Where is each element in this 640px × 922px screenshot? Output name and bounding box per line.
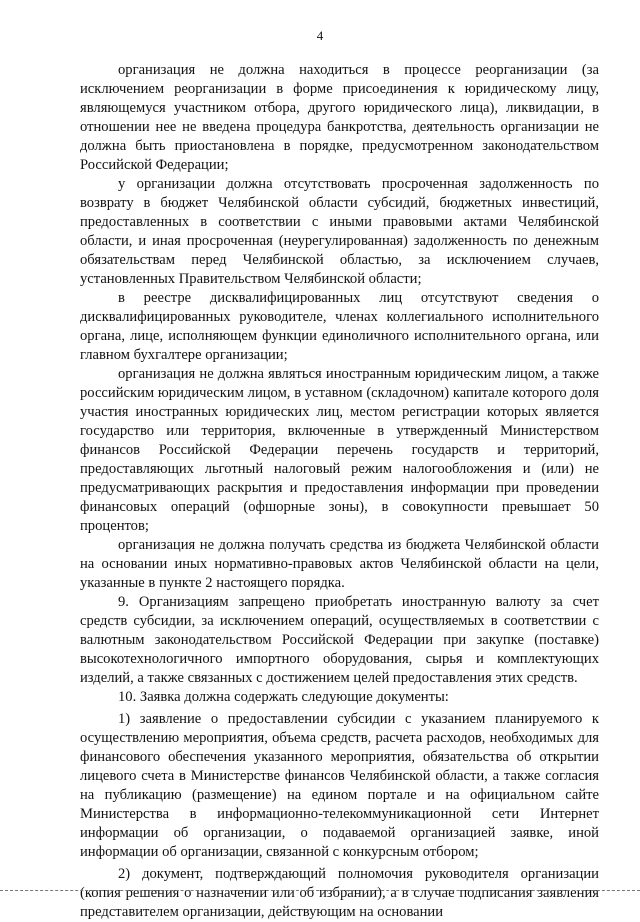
paragraph-item-10-heading: 10. Заявка должна содержать следующие документы: [118,689,449,705]
paragraph-document-2: 2) документ, подтверждающий полномочия руководителя организации (копия решения о назначении или об избрании), а в случае подписания заявления представителем организации, действующим на основании [80,866,599,920]
paragraph-overdue-debt: у организации должна отсутствовать просроченная задолженность по возврату в бюджет Челябинской области субсидий, бюджетных инвестиций, предоставленных в соответствии с иными правовыми актами Челябинской области, и иная просроченная (неурегулированная) задолженность по денежным обязательствам перед Челябинской областью, за исключением случаев, установленных Правительством Челябинской области; [80,176,599,287]
paragraph-reorganization: организация не должна находиться в процессе реорганизации (за исключением реорганизации в форме присоединения к юридическому лицу, являющемуся участником отбора, другого юридического лица), ликвидации, в отношении нее не введена процедура банкротства, деятельность организации не должна быть приостановлена в порядке, предусмотренном законодательством Российской Федерации; [80,62,599,173]
paragraph-foreign-entity: организация не должна являться иностранным юридическим лицом, а также российским юридическим лицом, в уставном (складочном) капитале которого доля участия иностранных юридических лиц, местом регистрации которых является государство или территория, включенные в утвержденный Министерством финансов Российской Федерации перечень государств и территорий, предоставляющих льготный налоговый режим налогообложения и (или) не предусматривающих раскрытия и предоставления информации при проведении финансовых операций (офшорные зоны), в совокупности превышает 50 процентов; [80,366,599,534]
paragraph-document-1: 1) заявление о предоставлении субсидии с указанием планируемого к осуществлению мероприятия, объема средств, расчета расходов, необходимых для финансового обеспечения указанного мероприятия, обязательства об открытии лицевого счета в Министерстве финансов Челябинской области, а также согласия на публикацию (размещение) на едином портале и на официальном сайте Министерства в информационно-телекоммуникационной сети Интернет информации об организации, о подаваемой организацией заявке, иной информации об организации, связанной с конкурсным отбором; [80,711,599,860]
page-number: 4 [316,28,324,43]
document-body [80,61,599,922]
paragraph-item-9-currency: 9. Организациям запрещено приобретать иностранную валюту за счет средств субсидии, за исключением операций, осуществляемых в соответствии с валютным законодательством Российской Федерации при закупке (поставке) высокотехнологичного импортного оборудования, сырья и комплектующих изделий, а также связанных с достижением целей предоставления этих средств. [80,594,599,686]
paragraph-other-budget-funds: организация не должна получать средства из бюджета Челябинской области на основании иных нормативно-правовых актов Челябинской области на цели, указанные в пункте 2 настоящего порядка. [80,537,599,591]
paragraph-disqualified-persons: в реестре дисквалифицированных лиц отсутствуют сведения о дисквалифицированных руководителе, членах коллегиального исполнительного органа, лице, исполняющем функции единоличного исполнительного органа, или главном бухгалтере организации; [80,290,599,363]
page-bottom-divider [0,890,640,891]
